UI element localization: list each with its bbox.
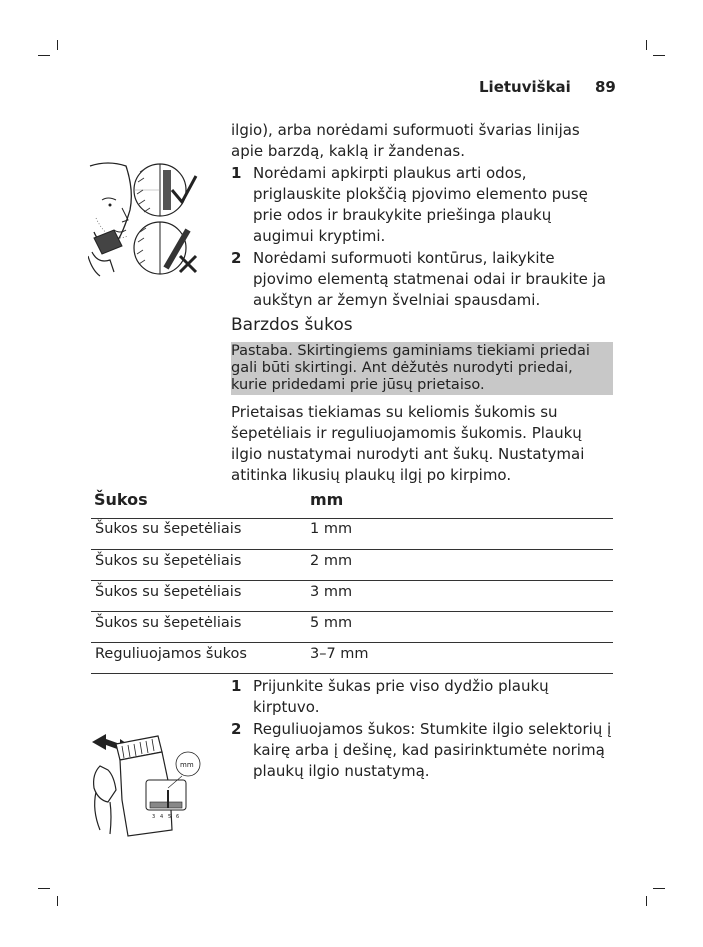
step-text: Norėdami suformuoti kontūrus, laikykite pjovimo elementą statmenai odai ir braukite ja aukštyn ar žemyn švelniai spausdami. xyxy=(253,249,606,309)
note-box: Pastaba. Skirtingiems gaminiams tiekiami priedai gali būti skirtingi. Ant dėžutės nurodyti priedai, kurie pridedami prie jūsų prietaiso. xyxy=(231,342,613,395)
intro-text: ilgio), arba norėdami suformuoti švarias linijas apie barzdą, kaklą ir žandenas. xyxy=(231,121,580,160)
table-cell: 3 mm xyxy=(310,584,353,600)
scale-label: 6 xyxy=(176,814,180,820)
table-divider xyxy=(91,549,613,550)
table-cell: 1 mm xyxy=(310,521,353,537)
table-cell: Šukos su šepetėliais xyxy=(95,615,242,631)
step-text: Norėdami apkirpti plaukus arti odos, priglauskite plokščią pjovimo elemento pusę prie odos ir braukykite priešinga plaukų augimui kryptimi. xyxy=(253,164,588,245)
crop-mark xyxy=(38,888,50,889)
page-language: Lietuviškai xyxy=(479,78,571,96)
table-divider xyxy=(91,611,613,612)
trimming-illustration xyxy=(88,160,200,278)
table-divider xyxy=(91,518,613,519)
scale-label: 4 xyxy=(160,814,164,820)
scale-label: 5 xyxy=(168,814,172,820)
step-number: 1 xyxy=(231,677,242,695)
body-text: Prietaisas tiekiamas su keliomis šukomis su šepetėliais ir reguliuojamomis šukomis. Plaukų ilgio nustatymai nurodyti ant šukų. Nustatymai atitinka likusių plaukų ilgį po kirpimo. xyxy=(231,403,585,484)
step-text: Reguliuojamos šukos: Stumkite ilgio selektorių į kairę arba į dešinę, kad pasirinktumėte norimą plaukų ilgio nustatymą. xyxy=(253,720,612,780)
table-cell: Šukos su šepetėliais xyxy=(95,584,242,600)
table-cell: Šukos su šepetėliais xyxy=(95,521,242,537)
table-header: Šukos xyxy=(94,490,148,509)
table-cell: Reguliuojamos šukos xyxy=(95,646,247,662)
crop-mark xyxy=(57,40,58,50)
table-divider xyxy=(91,580,613,581)
crop-mark xyxy=(57,896,58,906)
crop-mark xyxy=(653,55,665,56)
table-cell: 2 mm xyxy=(310,553,353,569)
crop-mark xyxy=(653,888,665,889)
table-divider xyxy=(91,642,613,643)
step-text: Prijunkite šukas prie viso dydžio plaukų kirptuvo. xyxy=(253,677,549,716)
step-number: 1 xyxy=(231,164,242,182)
table-cell: Šukos su šepetėliais xyxy=(95,553,242,569)
crop-mark xyxy=(38,55,50,56)
crop-mark xyxy=(646,40,647,50)
step-number: 2 xyxy=(231,249,242,267)
crop-mark xyxy=(646,896,647,906)
scale-label: 3 xyxy=(152,814,156,820)
step-number: 2 xyxy=(231,720,242,738)
comb-adjust-illustration xyxy=(86,730,206,838)
table-cell: 3–7 mm xyxy=(310,646,369,662)
mm-label: mm xyxy=(180,761,194,769)
table-header: mm xyxy=(310,490,344,509)
table-divider xyxy=(91,673,613,674)
table-cell: 5 mm xyxy=(310,615,353,631)
page-number: 89 xyxy=(595,78,616,96)
section-title: Barzdos šukos xyxy=(231,315,353,335)
